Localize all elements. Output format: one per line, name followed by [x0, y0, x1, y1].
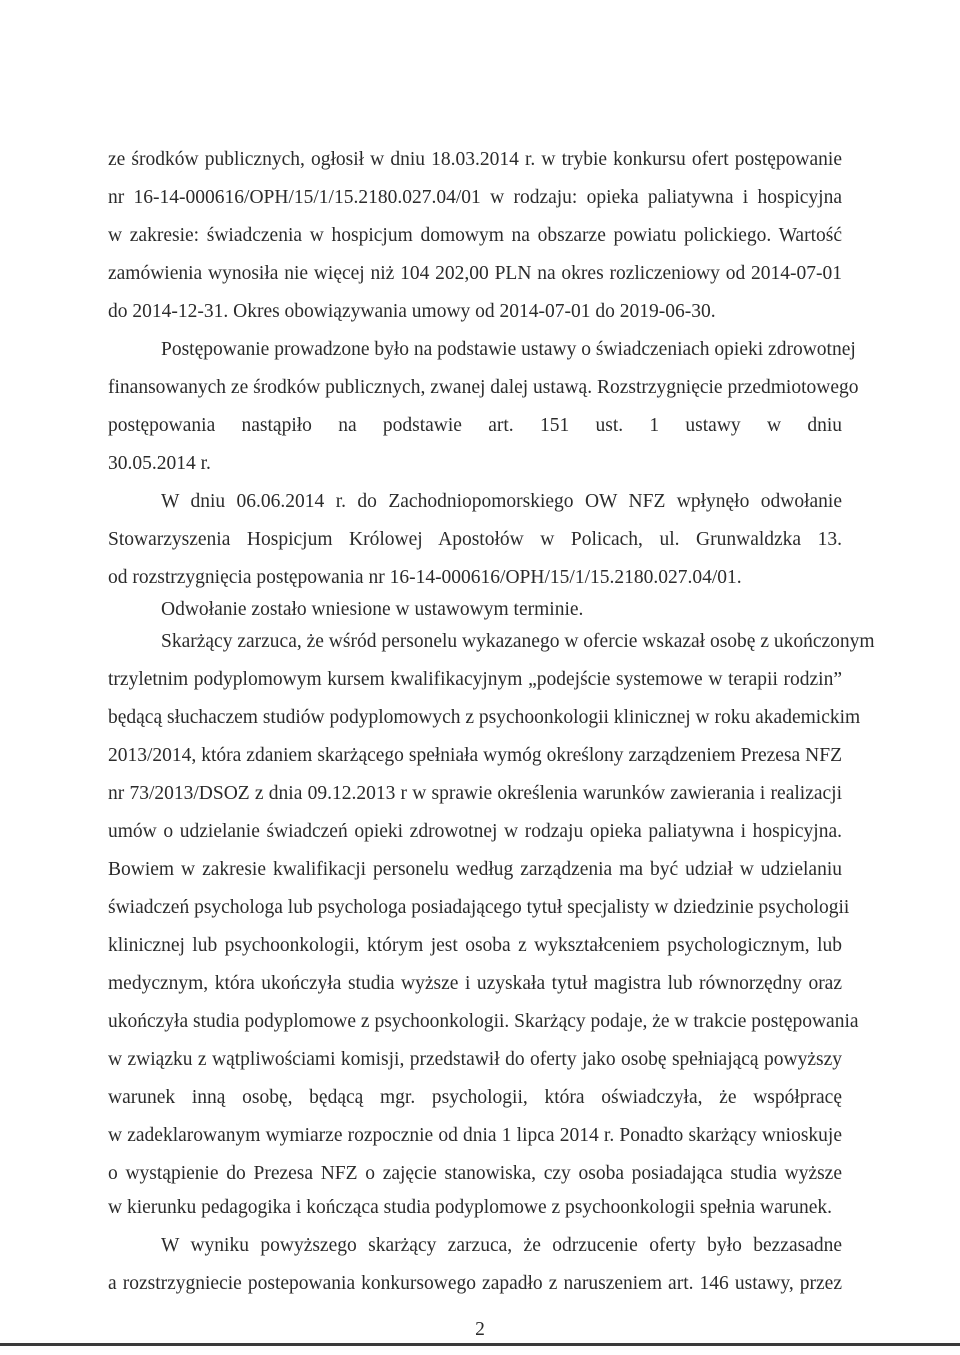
text-line: Stowarzyszenia Hospicjum Królowej Apostołów w Policach, ul. Grunwaldzka 13.	[108, 529, 842, 550]
text-line: do 2014-12-31. Okres obowiązywania umowy od 2014-07-01 do 2019-06-30.	[108, 301, 716, 322]
text-line: medycznym, która ukończyła studia wyższe i uzyskała tytuł magistra lub równorzędny oraz	[108, 973, 842, 994]
text-line: trzyletnim podyplomowym kursem kwalifikacyjnym „podejście systemowe w terapii rodzin”	[108, 669, 842, 690]
text-line: postępowania nastąpiło na podstawie art. 151 ust. 1 ustawy w dniu	[108, 415, 842, 436]
text-line: będącą słuchaczem studiów podyplomowych z psychoonkologii klinicznej w roku akademickim	[108, 707, 861, 728]
text-line: ukończyła studia podyplomowe z psychoonkologii. Skarżący podaje, że w trakcie postępowania	[108, 1011, 859, 1032]
text-line: W dniu 06.06.2014 r. do Zachodniopomorskiego OW NFZ wpłynęło odwołanie	[161, 491, 842, 512]
text-line: 2013/2014, która zdaniem skarżącego spełniała wymóg określony zarządzeniem Prezesa NFZ	[108, 745, 842, 766]
text-line: w związku z wątpliwościami komisji, przedstawił do oferty jako osobę spełniającą powyższy	[108, 1049, 842, 1070]
text-line: świadczeń psychologa lub psychologa posiadającego tytuł specjalisty w dziedzinie psychologii	[108, 897, 850, 918]
text-line: zamówienia wynosiła nie więcej niż 104 202,00 PLN na okres rozliczeniowy od 2014-07-01	[108, 263, 842, 284]
text-line: ze środków publicznych, ogłosił w dniu 18.03.2014 r. w trybie konkursu ofert postępowanie	[108, 149, 842, 170]
text-line: 30.05.2014 r.	[108, 453, 211, 474]
text-line: finansowanych ze środków publicznych, zwanej dalej ustawą. Rozstrzygnięcie przedmiotowego	[108, 377, 859, 398]
text-line: nr 16-14-000616/OPH/15/1/15.2180.027.04/01 w rodzaju: opieka paliatywna i hospicyjna	[108, 187, 842, 208]
text-line: Odwołanie zostało wniesione w ustawowym terminie.	[161, 599, 584, 620]
text-line: nr 73/2013/DSOZ z dnia 09.12.2013 r w sprawie określenia warunków zawierania i realizacji	[108, 783, 842, 804]
text-line: warunek inną osobę, będącą mgr. psychologii, która oświadczyła, że współpracę	[108, 1087, 842, 1108]
text-line: Bowiem w zakresie kwalifikacji personelu według zarządzenia ma być udział w udzielaniu	[108, 859, 842, 880]
text-line: Skarżący zarzuca, że wśród personelu wykazanego w ofercie wskazał osobę z ukończonym	[161, 631, 875, 652]
text-line: W wyniku powyższego skarżący zarzuca, że odrzucenie oferty było bezzasadne	[161, 1235, 842, 1256]
text-line: Postępowanie prowadzone było na podstawie ustawy o świadczeniach opieki zdrowotnej	[161, 339, 856, 360]
text-line: klinicznej lub psychoonkologii, którym jest osoba z wykształceniem psychologicznym, lub	[108, 935, 842, 956]
text-line: od rozstrzygnięcia postępowania nr 16-14-000616/OPH/15/1/15.2180.027.04/01.	[108, 567, 742, 588]
text-line: umów o udzielanie świadczeń opieki zdrowotnej w rodzaju opieka paliatywna i hospicyjna.	[108, 821, 842, 842]
text-line: a rozstrzygniecie postepowania konkursowego zapadło z naruszeniem art. 146 ustawy, przez	[108, 1273, 842, 1294]
text-line: w zakresie: świadczenia w hospicjum domowym na obszarze powiatu polickiego. Wartość	[108, 225, 842, 246]
page-number: 2	[475, 1319, 485, 1340]
text-line: w kierunku pedagogika i kończąca studia podyplomowe z psychoonkologii spełnia warunek.	[108, 1197, 833, 1218]
bottom-rule	[0, 1343, 960, 1346]
text-line: o wystąpienie do Prezesa NFZ o zajęcie stanowiska, czy osoba posiadająca studia wyższe	[108, 1163, 842, 1184]
text-line: w zadeklarowanym wymiarze rozpocznie od dnia 1 lipca 2014 r. Ponadto skarżący wnioskuje	[108, 1125, 842, 1146]
